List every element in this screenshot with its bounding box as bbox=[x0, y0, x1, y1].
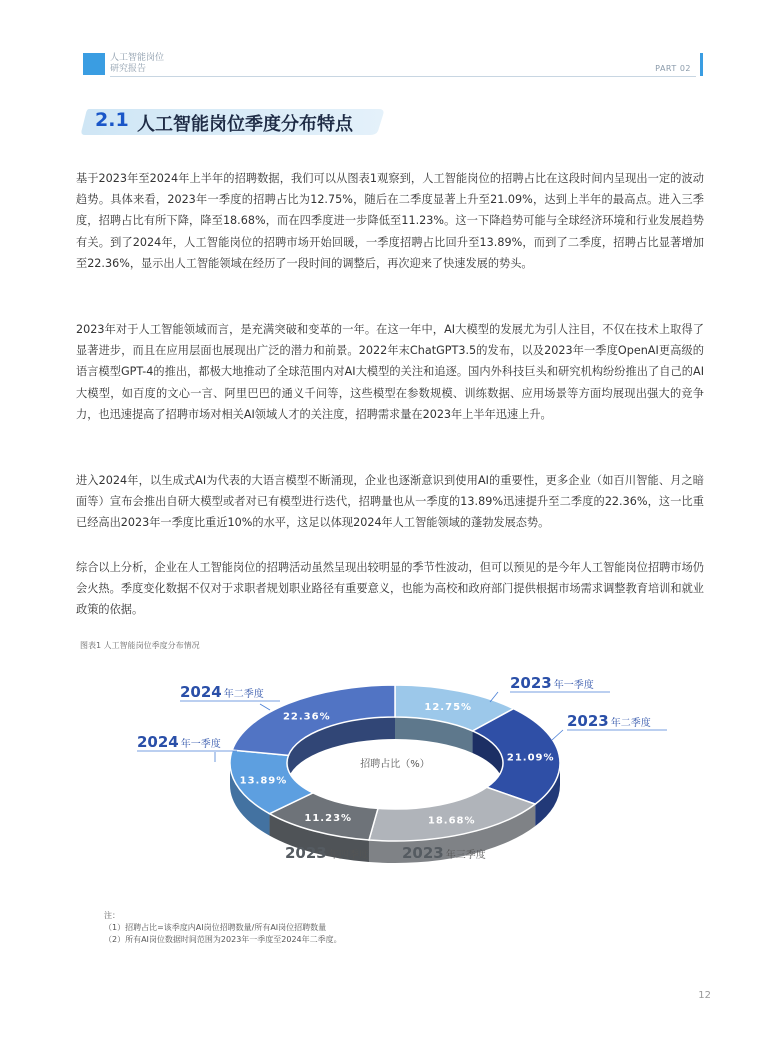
page-number: 12 bbox=[698, 990, 711, 1001]
slice-value-label-1: 21.09% bbox=[506, 752, 555, 764]
section-title: 人工智能岗位季度分布特点 bbox=[137, 114, 353, 135]
paragraph-4: 综合以上分析，企业在人工智能岗位的招聘活动虽然呈现出较明显的季节性波动，但可以预见的是今年人工智能岗位招聘市场仍会火热。季度变化数据不仅对于求职者规划职业路径有重要意义，也能为高校和政府部门提供根据市场需求调整教育培训和就业政策的依据。 bbox=[76, 561, 704, 617]
category-pointer-1 bbox=[552, 730, 563, 740]
category-label-3: 2023 年四季度 bbox=[285, 844, 369, 862]
note-1: （1）招聘占比=该季度内AI岗位招聘数量/所有AI岗位招聘数量 bbox=[104, 923, 327, 932]
category-pointer-5 bbox=[260, 704, 270, 710]
slice-value-label-5: 22.36% bbox=[282, 711, 331, 723]
slice-value-label-2: 18.68% bbox=[427, 815, 476, 827]
section-number: 2.1 bbox=[95, 109, 129, 131]
page-header bbox=[83, 53, 703, 77]
note-2: （2）所有AI岗位数据时间范围为2023年一季度至2024年二季度。 bbox=[104, 935, 342, 944]
slice-value-label-3: 11.23% bbox=[304, 813, 353, 825]
category-label-1: 2023 年二季度 bbox=[567, 712, 651, 730]
header-divider bbox=[110, 76, 696, 77]
figure-caption: 图表1 人工智能岗位季度分布情况 bbox=[80, 641, 200, 650]
slice-value-label-0: 12.75% bbox=[424, 701, 473, 713]
notes-block bbox=[104, 910, 342, 946]
header-part-label: PART 02 bbox=[655, 64, 691, 73]
header-logo-square bbox=[83, 53, 105, 75]
header-title-line2: 研究报告 bbox=[110, 64, 147, 74]
category-label-0: 2023 年一季度 bbox=[510, 674, 594, 692]
donut-chart bbox=[120, 660, 680, 880]
header-accent-bar bbox=[700, 53, 703, 76]
category-label-5: 2024 年二季度 bbox=[180, 683, 264, 701]
notes-heading: 注： bbox=[104, 911, 120, 920]
donut-center-label: 招聘占比（%） bbox=[360, 759, 430, 770]
section-heading bbox=[81, 107, 386, 137]
slice-value-label-4: 13.89% bbox=[239, 775, 288, 787]
header-title-line1: 人工智能岗位 bbox=[110, 53, 165, 63]
category-label-2: 2023 年三季度 bbox=[402, 844, 486, 862]
paragraph-1: 基于2023年至2024年上半年的招聘数据，我们可以从图表1观察到，人工智能岗位的招聘占比在这段时间内呈现出一定的波动趋势。具体来看，2023年一季度的招聘占比为12.75%，随后在二季度显著上升至21.09%，达到上半年的最高点。进入三季度，招聘占比有所下降，降至18.68%，而在四季度进一步降低至11.23%。这一下降趋势可能与全球经济环境和行业发展趋势有关。到了2024年，人工智能岗位的招聘市场开始回暖，一季度招聘占比回升至13.89%，而到了二季度，招聘占比显著增加至22.36%，显示出人工智能领域在经历了一段时间的调整后，再次迎来了快速发展的势头。 bbox=[76, 172, 704, 270]
category-label-4: 2024 年一季度 bbox=[137, 733, 221, 751]
paragraph-2: 2023年对于人工智能领域而言，是充满突破和变革的一年。在这一年中，AI大模型的发展尤为引人注目，不仅在技术上取得了显著进步，而且在应用层面也展现出广泛的潜力和前景。2022年末ChatGPT3.5的发布，以及2023年一季度OpenAI更高级的语言模型GPT-4的推出，都极大地推动了全球范围内对AI大模型的关注和追逐。国内外科技巨头和研究机构纷纷推出了自己的AI大模型，如百度的文心一言、阿里巴巴的通义千问等，这些模型在参数规模、训练数据、应用场景等方面均展现出强大的竞争力，也迅速提高了招聘市场对相关AI领域人才的关注度，招聘需求量在2023年上半年迅速上升。 bbox=[76, 323, 704, 421]
paragraph-3: 进入2024年，以生成式AI为代表的大语言模型不断涌现，企业也逐渐意识到使用AI的重要性，更多企业（如百川智能、月之暗面等）宣布会推出自研大模型或者对已有模型进行迭代，招聘量也从一季度的13.89%迅速提升至二季度的22.36%，这一比重已经高出2023年一季度比重近10%的水平，这足以体现2024年人工智能领域的蓬勃发展态势。 bbox=[76, 474, 704, 530]
